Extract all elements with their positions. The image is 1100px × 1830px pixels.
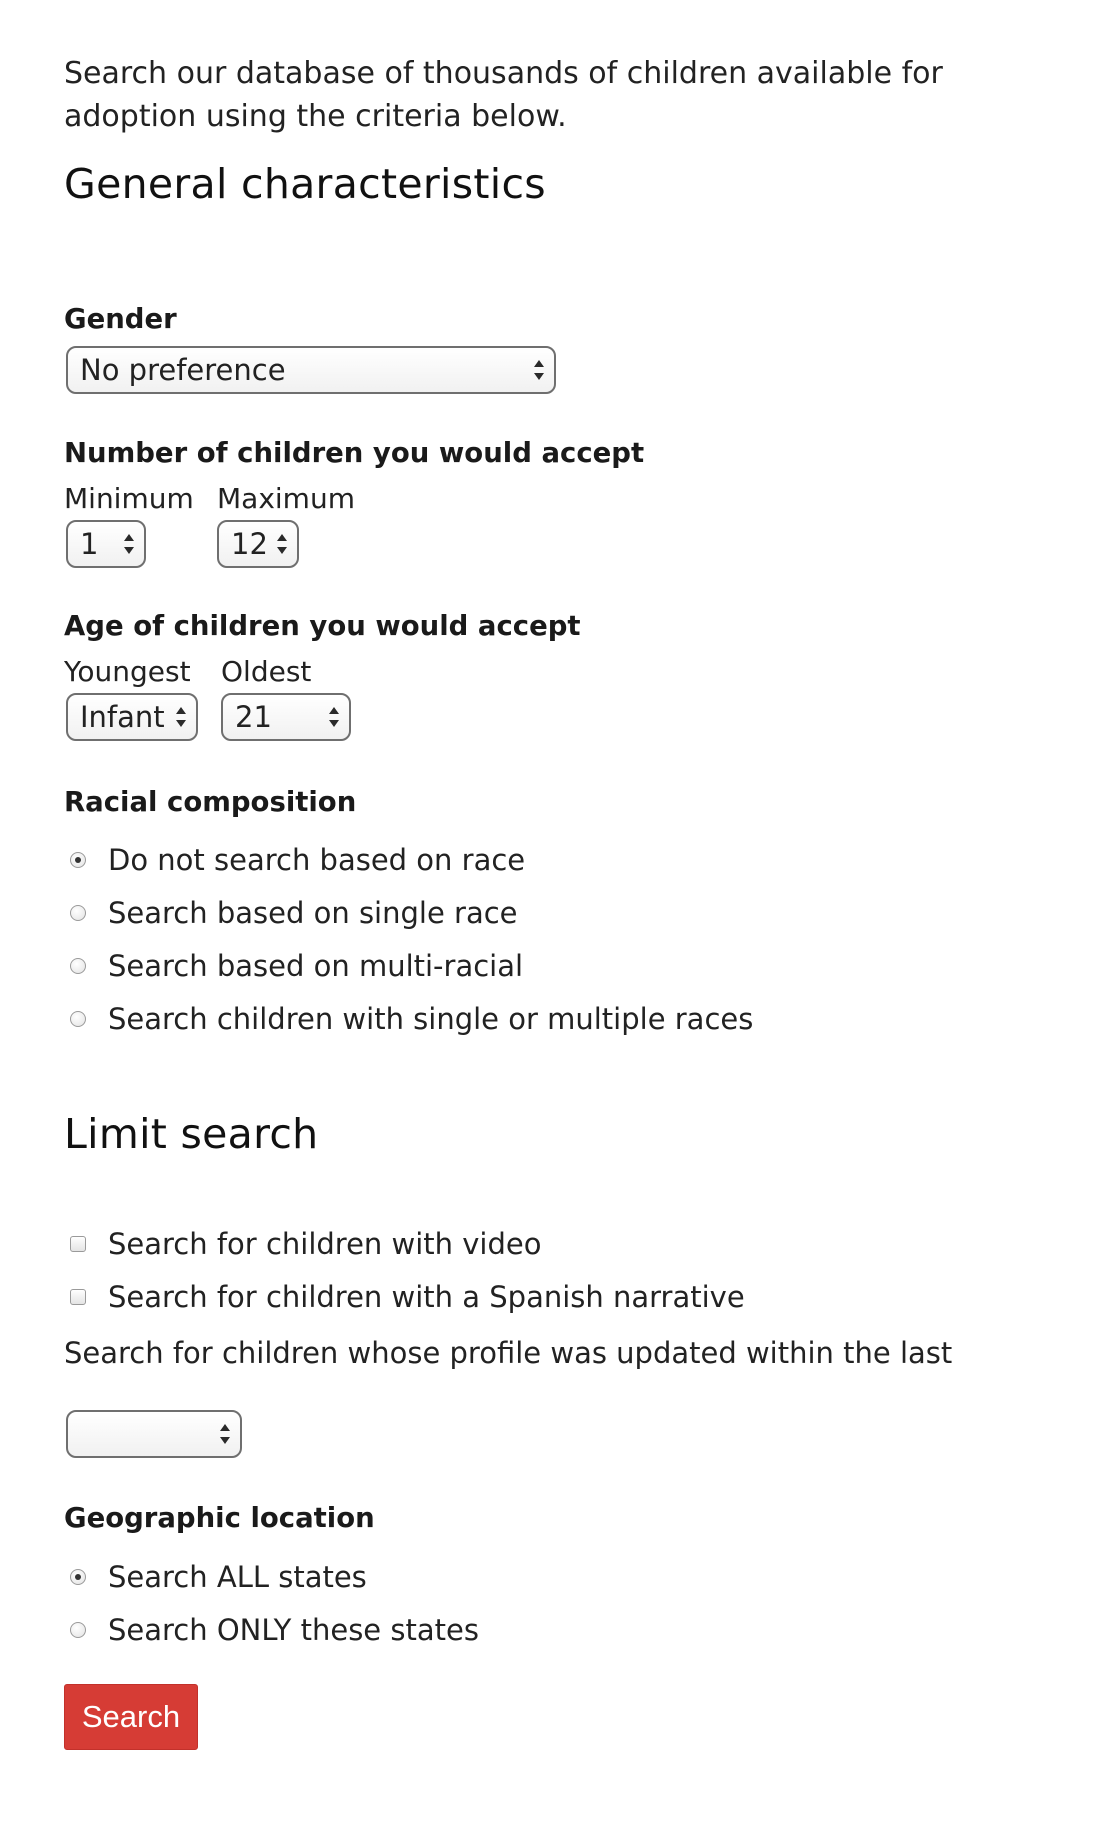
video-checkbox[interactable]: [70, 1236, 86, 1252]
geo-radio-all-states[interactable]: [70, 1569, 86, 1585]
limit-search-heading: Limit search: [64, 1110, 319, 1158]
spanish-narrative-checkbox-label: Search for children with a Spanish narrative: [108, 1280, 745, 1314]
race-radio-single[interactable]: [70, 905, 86, 921]
maximum-children-value: 12: [231, 527, 268, 561]
intro-text: Search our database of thousands of children available for adoption using the criteria below.: [64, 56, 943, 134]
select-arrows-icon: [532, 354, 546, 386]
oldest-label: Oldest: [221, 655, 312, 688]
youngest-age-value: Infant: [80, 700, 165, 734]
race-option-label: Search based on single race: [108, 896, 518, 930]
oldest-age-value: 21: [235, 700, 272, 734]
video-checkbox-label: Search for children with video: [108, 1227, 542, 1261]
number-of-children-label: Number of children you would accept: [64, 437, 645, 469]
profile-updated-label: Search for children whose profile was updated within the last: [64, 1336, 953, 1370]
select-arrows-icon: [122, 528, 136, 560]
youngest-label: Youngest: [64, 655, 191, 688]
select-arrows-icon: [327, 701, 341, 733]
geographic-location-label: Geographic location: [64, 1502, 375, 1534]
minimum-children-select[interactable]: [66, 520, 146, 568]
maximum-children-select[interactable]: [217, 520, 299, 568]
select-arrows-icon: [174, 701, 188, 733]
geo-radio-only-these-states[interactable]: [70, 1622, 86, 1638]
select-arrows-icon: [275, 528, 289, 560]
race-radio-single-or-multiple[interactable]: [70, 1011, 86, 1027]
racial-composition-label: Racial composition: [64, 786, 357, 818]
profile-updated-select[interactable]: [66, 1410, 242, 1458]
race-radio-multi-racial[interactable]: [70, 958, 86, 974]
minimum-children-value: 1: [80, 527, 99, 561]
spanish-narrative-checkbox[interactable]: [70, 1289, 86, 1305]
search-button[interactable]: Search: [64, 1684, 198, 1750]
general-characteristics-heading: General characteristics: [64, 160, 546, 208]
race-option-label: Search based on multi-racial: [108, 949, 524, 983]
minimum-label: Minimum: [64, 482, 194, 515]
race-option-label: Search children with single or multiple races: [108, 1002, 754, 1036]
maximum-label: Maximum: [217, 482, 355, 515]
age-of-children-label: Age of children you would accept: [64, 610, 581, 642]
youngest-age-select[interactable]: [66, 693, 198, 741]
race-radio-no-race[interactable]: [70, 852, 86, 868]
geo-option-label: Search ONLY these states: [108, 1613, 479, 1647]
gender-label: Gender: [64, 303, 177, 335]
gender-select[interactable]: [66, 346, 556, 394]
geo-option-label: Search ALL states: [108, 1560, 367, 1594]
race-option-label: Do not search based on race: [108, 843, 526, 877]
oldest-age-select[interactable]: [221, 693, 351, 741]
select-arrows-icon: [218, 1418, 232, 1450]
gender-select-value: No preference: [80, 353, 286, 387]
